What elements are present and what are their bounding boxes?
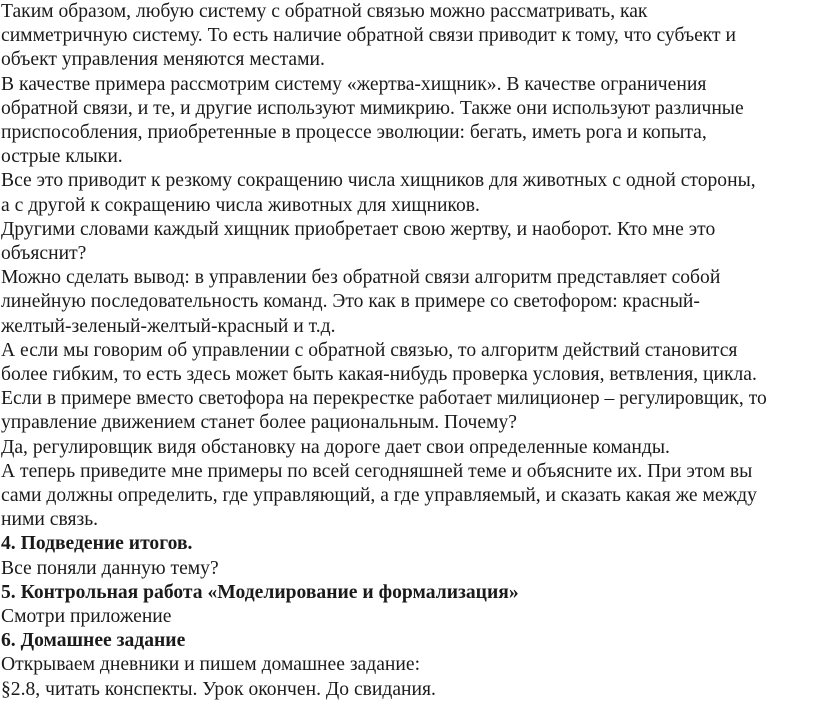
text-line: управление движением станет более рациональным. Почему?	[1, 412, 517, 434]
text-line: В качестве примера рассмотрим систему «жертва-хищник». В качестве ограничения	[1, 73, 707, 95]
paragraph-officer-commands	[1, 436, 816, 460]
section-heading-summary	[1, 532, 816, 556]
section-heading-homework	[1, 629, 816, 653]
text-line: Все поняли данную тему?	[1, 557, 219, 579]
text-line: Можно сделать вывод: в управлении без обратной связи алгоритм представляет собой	[1, 267, 721, 289]
text-line: более гибким, то есть здесь может быть какая-нибудь проверка условия, ветвления, цикла.	[1, 364, 757, 386]
text-line: а с другой к сокращению числа животных для хищников.	[1, 194, 480, 216]
text-line: ними связь.	[1, 509, 99, 531]
paragraph-predator-prey	[1, 73, 816, 170]
text-line: объяснит?	[1, 243, 87, 265]
paragraph-open-diaries	[1, 653, 816, 677]
text-line: Если в примере вместо светофора на перекрестке работает милиционер – регулировщик, то	[1, 388, 767, 410]
text-line: Все это приводит к резкому сокращению числа хищников для животных с одной стороны,	[1, 170, 756, 192]
paragraph-examples-task	[1, 460, 816, 533]
text-line: симметричную систему. То есть наличие обратной связи приводит к тому, что субъект и	[1, 25, 736, 47]
text-line: желтый-зеленый-желтый-красный и т.д.	[1, 315, 336, 337]
paragraph-reduction	[1, 169, 816, 217]
paragraph-lesson-end	[1, 678, 816, 702]
text-line: линейную последовательность команд. Это как в примере со светофором: красный-	[1, 291, 700, 313]
paragraph-see-appendix	[1, 605, 816, 629]
text-line: Таким образом, любую систему с обратной связью можно рассматривать, как	[1, 1, 648, 22]
paragraph-feedback-symmetry	[1, 0, 816, 73]
text-line: Да, регулировщик видя обстановку на дороге дает свои определенные команды.	[1, 436, 670, 458]
text-line: приспособления, приобретенные в процессе эволюции: бегать, иметь рога и копыта,	[1, 122, 707, 144]
text-line: сами должны определить, где управляющий, а где управляемый, и сказать какая же между	[1, 485, 757, 507]
text-line: Другими словами каждый хищник приобретает свою жертву, и наоборот. Кто мне это	[1, 218, 716, 240]
text-line: Смотри приложение	[1, 606, 172, 628]
text-line: объект управления меняются местами.	[1, 49, 325, 71]
paragraph-traffic-officer	[1, 387, 816, 435]
heading-line: 5. Контрольная работа «Моделирование и формализация»	[1, 581, 519, 603]
text-line: обратной связи, и те, и другие используют мимикрию. Также они используют различные	[1, 97, 744, 119]
heading-line: 4. Подведение итогов.	[1, 533, 193, 555]
text-line: Открываем дневники и пишем домашнее задание:	[1, 654, 421, 676]
heading-line: 6. Домашнее задание	[1, 630, 186, 652]
text-line: §2.8, читать конспекты. Урок окончен. До свидания.	[1, 678, 436, 700]
paragraph-linear-algorithm	[1, 266, 816, 339]
text-line: А если мы говорим об управлении с обратной связью, то алгоритм действий становится	[1, 339, 738, 361]
paragraph-flexible-algorithm	[1, 339, 816, 387]
text-line: А теперь приведите мне примеры по всей сегодняшней теме и объясните их. При этом вы	[1, 460, 753, 482]
document-body	[1, 0, 816, 702]
paragraph-question-explain	[1, 218, 816, 266]
section-heading-test	[1, 581, 816, 605]
text-line: острые клыки.	[1, 146, 123, 168]
paragraph-summary-question	[1, 557, 816, 581]
